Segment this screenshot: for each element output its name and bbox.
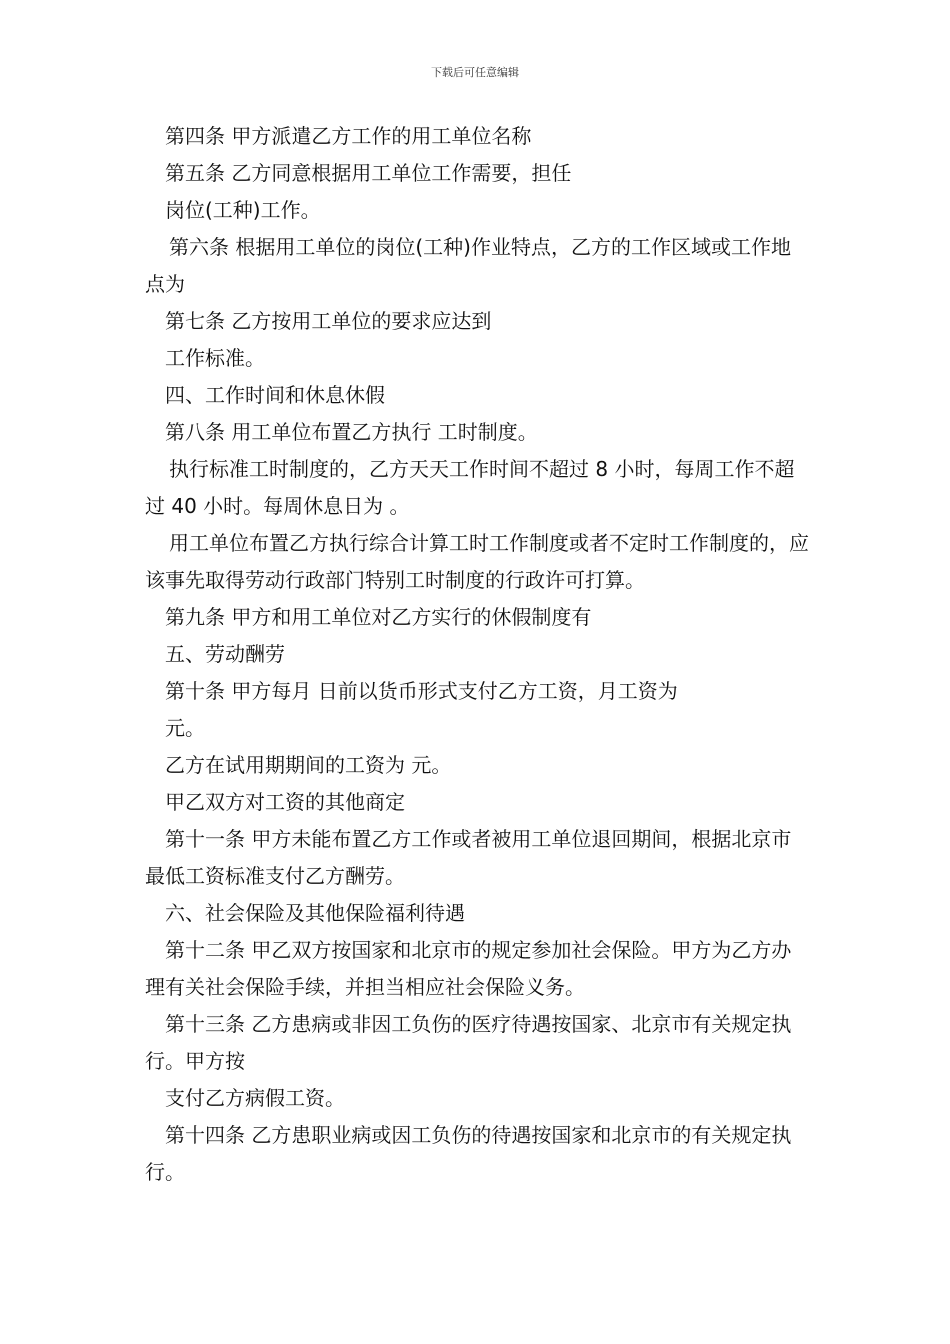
paragraph-standard-hours: 执行标准工时制度的，乙方天天工作时间不超过 8 小时，每周工作不超过 40 小时。每周休息日为 。 [145, 457, 795, 518]
section-heading-6: 六、社会保险及其他保险福利待遇 [165, 901, 465, 925]
paragraph-article-11: 第十一条 甲方未能布置乙方工作或者被用工单位退回期间，根据北京市最低工资标准支付乙方酬劳。 [145, 827, 792, 888]
paragraph-special-hours: 用工单位布置乙方执行综合计算工时工作制度或者不定时工作制度的，应该事先取得劳动行政部门特别工时制度的行政许可打算。 [145, 531, 809, 592]
paragraph-article-14: 第十四条 乙方患职业病或因工负伤的待遇按国家和北京市的有关规定执行。 [145, 1123, 792, 1184]
paragraph-article-9: 第九条 甲方和用工单位对乙方实行的休假制度有 [165, 605, 592, 629]
paragraph-article-13-cont: 支付乙方病假工资。 [165, 1086, 345, 1110]
paragraph-article-5-cont: 岗位(工种)工作。 [165, 198, 321, 222]
section-heading-4: 四、工作时间和休息休假 [165, 383, 385, 407]
document-body [145, 118, 810, 1191]
paragraph-article-12: 第十二条 甲乙双方按国家和北京市的规定参加社会保险。甲方为乙方办理有关社会保险手续，并担当相应社会保险义务。 [145, 938, 792, 999]
paragraph-article-7: 第七条 乙方按用工单位的要求应达到 [165, 309, 492, 333]
section-heading-5: 五、劳动酬劳 [165, 642, 285, 666]
paragraph-other-wage: 甲乙双方对工资的其他商定 [165, 790, 405, 814]
paragraph-article-13: 第十三条 乙方患病或非因工负伤的医疗待遇按国家、北京市有关规定执行。甲方按 [145, 1012, 792, 1073]
paragraph-article-5: 第五条 乙方同意根据用工单位工作需要，担任 [165, 161, 572, 185]
paragraph-article-10: 第十条 甲方每月 日前以货币形式支付乙方工资，月工资为 [165, 679, 678, 703]
paragraph-article-7-cont: 工作标准。 [165, 346, 265, 370]
paragraph-article-10-cont: 元。 [165, 716, 205, 740]
paragraph-article-4: 第四条 甲方派遣乙方工作的用工单位名称 [165, 124, 532, 148]
page-header: 下载后可任意编辑 [431, 66, 519, 79]
paragraph-probation-wage: 乙方在试用期期间的工资为 元。 [165, 753, 452, 777]
paragraph-article-8: 第八条 用工单位布置乙方执行 工时制度。 [165, 420, 538, 444]
paragraph-article-6: 第六条 根据用工单位的岗位(工种)作业特点，乙方的工作区域或工作地点为 [145, 235, 791, 296]
